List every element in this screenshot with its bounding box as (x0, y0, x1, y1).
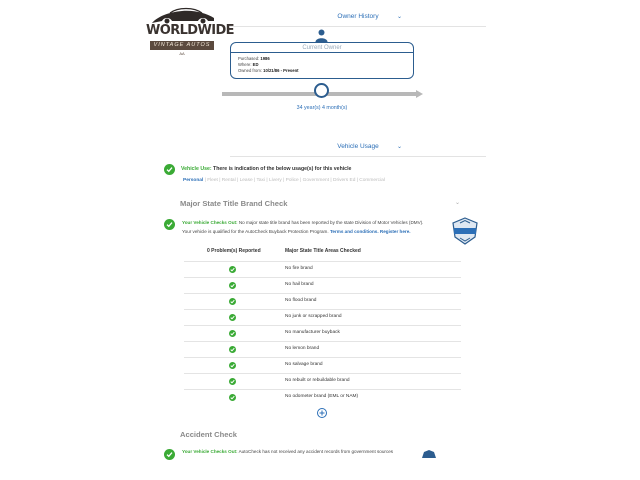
brand-check-label: No flood brand (285, 298, 317, 303)
table-row (184, 277, 461, 293)
usage-category: Police (285, 178, 299, 183)
brand-check-label: No hail brand (285, 282, 314, 287)
dealer-logo (146, 6, 234, 58)
table-row (184, 341, 461, 357)
check-icon (229, 298, 236, 305)
brand-check-label: No salvage brand (285, 362, 323, 367)
table-row (184, 325, 461, 341)
title-brand-line1: No major state title brand has been reported by the state Division of Motor Vehicles (DMV). (238, 220, 424, 225)
owner-history-label: Owner History (337, 13, 379, 20)
purchased-value: 1986 (260, 56, 270, 61)
purchased-label: Purchased: (238, 56, 260, 61)
check-icon (164, 219, 175, 230)
current-owner-card[interactable] (230, 42, 414, 79)
logo-wordmark: WORLDWIDE (146, 23, 234, 38)
title-brand-summary (182, 219, 444, 236)
table-row (184, 373, 461, 389)
check-icon (229, 314, 236, 321)
accident-text: AutoCheck has not received any accident records from government sources (238, 449, 394, 454)
brand-check-label: No manufacturer buyback (285, 330, 340, 335)
usage-category: Personal (183, 178, 204, 183)
plus-circle-icon[interactable] (317, 408, 327, 418)
check-icon (229, 346, 236, 353)
category-separator: | (298, 178, 303, 183)
check-icon (229, 282, 236, 289)
usage-category: Drivers Ed (332, 178, 356, 183)
table-row (184, 293, 461, 309)
category-separator: | (281, 178, 286, 183)
category-separator: | (235, 178, 240, 183)
owner-history-toggle[interactable] (230, 7, 486, 27)
check-icon (229, 330, 236, 337)
buyback-badge-icon (451, 217, 479, 245)
brand-check-label: No lemon brand (285, 346, 320, 351)
title-brand-heading: Major State Title Brand Check (180, 199, 288, 208)
person-icon (315, 29, 328, 42)
brand-check-label: No odometer brand (EML or NAM) (285, 394, 359, 399)
usage-category-list (183, 178, 385, 183)
category-separator: | (203, 178, 208, 183)
brand-check-label: No fire brand (285, 266, 313, 271)
owned-label: Owned from: (238, 67, 262, 73)
category-separator: | (217, 178, 222, 183)
logo-sub: AA (179, 51, 185, 56)
title-brand-line2: Your vehicle is qualified for the AutoCheck Buyback Protection Program. (182, 228, 329, 234)
table-row (184, 261, 461, 277)
timeline-arrow-icon (416, 90, 423, 98)
check-icon (229, 378, 236, 385)
table-row (184, 357, 461, 373)
category-separator: | (252, 178, 257, 183)
terms-link[interactable]: Terms and conditions. (329, 228, 379, 234)
areas-column-header: Major State Title Areas Checked (285, 248, 361, 254)
usage-category: Lease (239, 178, 253, 183)
brand-check-label: No junk or scrapped brand (285, 314, 342, 319)
timeline-marker[interactable] (314, 83, 329, 98)
usage-category: Rental (221, 178, 236, 183)
usage-category: Taxi (256, 178, 266, 183)
ownership-duration: 34 year(s) 4 month(s) (296, 105, 348, 111)
check-icon (229, 266, 236, 273)
check-icon (164, 164, 175, 175)
accident-summary (182, 449, 393, 454)
accident-check-heading: Accident Check (180, 430, 237, 439)
owned-value: 10/21/86 - Present (263, 67, 299, 73)
usage-category: Livery (268, 178, 282, 183)
chevron-down-icon[interactable]: ⌄ (455, 200, 461, 206)
usage-category: Fleet (207, 178, 218, 183)
checks-out-label: Your Vehicle Checks Out: (182, 220, 238, 225)
register-link[interactable]: Register here. (379, 228, 411, 234)
chevron-down-icon: ⌄ (396, 14, 402, 20)
vehicle-use-text: There is indication of the below usage(s) for this vehicle (213, 166, 352, 172)
check-icon (229, 362, 236, 369)
category-separator: | (355, 178, 360, 183)
vehicle-usage-toggle[interactable] (230, 137, 486, 157)
category-separator: | (329, 178, 333, 183)
brand-check-label: No rebuilt or rebuildable brand (285, 378, 350, 383)
table-row (184, 309, 461, 325)
accident-checks-out-label: Your Vehicle Checks Out: (182, 449, 238, 454)
vehicle-usage-label: Vehicle Usage (337, 143, 379, 150)
chevron-down-icon: ⌄ (396, 144, 402, 150)
check-icon (229, 394, 236, 401)
owner-card-title: Current Owner (231, 43, 413, 53)
logo-tagline: VINTAGE AUTOS (150, 41, 214, 50)
owned-row (231, 68, 413, 74)
category-separator: | (265, 178, 269, 183)
check-icon (164, 449, 175, 460)
where-value: ED (252, 61, 259, 67)
problems-column-header: 0 Problem(s) Reported (207, 248, 261, 254)
usage-category: Commercial (359, 178, 385, 183)
vehicle-use-label: Vehicle Use: (181, 166, 212, 172)
where-label: Where: (238, 61, 252, 67)
vehicle-use-line (181, 166, 351, 172)
usage-category: Government (302, 178, 330, 183)
buyback-badge-icon (421, 450, 437, 458)
table-row (184, 389, 461, 405)
